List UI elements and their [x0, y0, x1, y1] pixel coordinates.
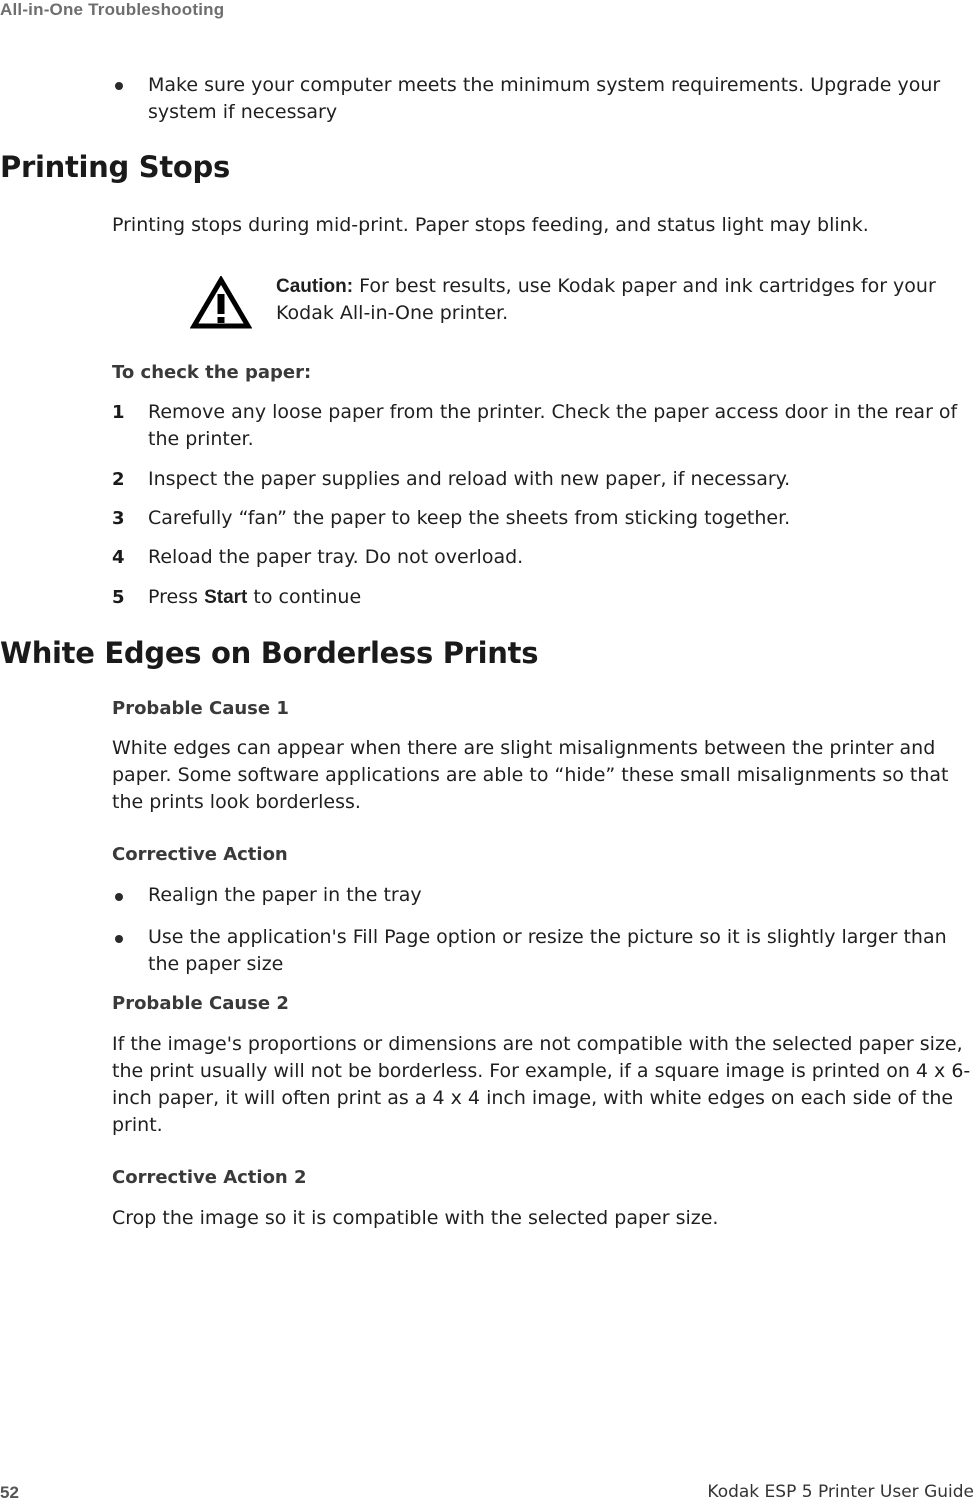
step-text: Reload the paper tray. Do not overload.	[148, 546, 524, 568]
step-number: 3	[112, 508, 125, 529]
page-number: 52	[0, 1483, 19, 1502]
bullet-icon	[115, 893, 123, 901]
section-title-printing-stops: Printing Stops	[0, 150, 230, 184]
cause1-heading: Probable Cause 1	[112, 698, 289, 719]
action2-heading: Corrective Action 2	[112, 1167, 307, 1188]
caution-label: Caution:	[276, 276, 354, 297]
running-header: All-in-One Troubleshooting	[0, 0, 225, 19]
step-number: 5	[112, 587, 125, 608]
caution-text: For best results, use Kodak paper and ink cartridges for your Kodak All-in-One printer.	[276, 275, 936, 324]
guide-title: Kodak ESP 5 Printer User Guide	[707, 1482, 974, 1502]
step-text	[148, 584, 974, 611]
cause2-text: If the image's proportions or dimensions are not compatible with the selected paper size, the print usually will not be borderless. For example, if a square image is printed on 4 x 6-inch paper, it will often print as a 4 x 4 inch image, with white edges on each side of the print.	[112, 1033, 971, 1136]
step-text: Carefully “fan” the paper to keep the sheets from sticking together.	[148, 507, 791, 529]
step-text: Inspect the paper supplies and reload with new paper, if necessary.	[148, 468, 791, 490]
action1-bullet-text: Use the application's Fill Page option or resize the picture so it is slightly larger than the paper size	[148, 926, 947, 975]
cause1-text: White edges can appear when there are slight misalignments between the printer and paper. Some software applications are able to “hide” these small misalignments so that the prints look borderless.	[112, 737, 949, 813]
bullet-icon	[115, 935, 123, 943]
section-title-white-edges: White Edges on Borderless Prints	[0, 636, 539, 670]
action2-text: Crop the image so it is compatible with the selected paper size.	[112, 1207, 719, 1229]
step-number: 1	[112, 402, 125, 423]
step-number: 4	[112, 547, 125, 568]
step-text: Remove any loose paper from the printer. Check the paper access door in the rear of the printer.	[148, 401, 958, 450]
action1-bullet-text: Realign the paper in the tray	[148, 884, 422, 906]
bullet-icon	[115, 82, 123, 90]
action1-heading: Corrective Action	[112, 844, 288, 865]
start-key-label: Start	[204, 587, 248, 608]
procedure-heading: To check the paper:	[112, 362, 312, 383]
step-prefix: Press	[148, 586, 199, 608]
caution-text-block	[276, 273, 956, 327]
step-number: 2	[112, 469, 125, 490]
cause2-heading: Probable Cause 2	[112, 993, 289, 1014]
step-suffix: to continue	[253, 586, 362, 608]
intro-bullet-text: Make sure your computer meets the minimum system requirements. Upgrade your system if necessary	[148, 74, 941, 123]
printing-stops-description: Printing stops during mid-print. Paper stops feeding, and status light may blink.	[112, 214, 869, 236]
warning-triangle-icon	[190, 276, 252, 330]
